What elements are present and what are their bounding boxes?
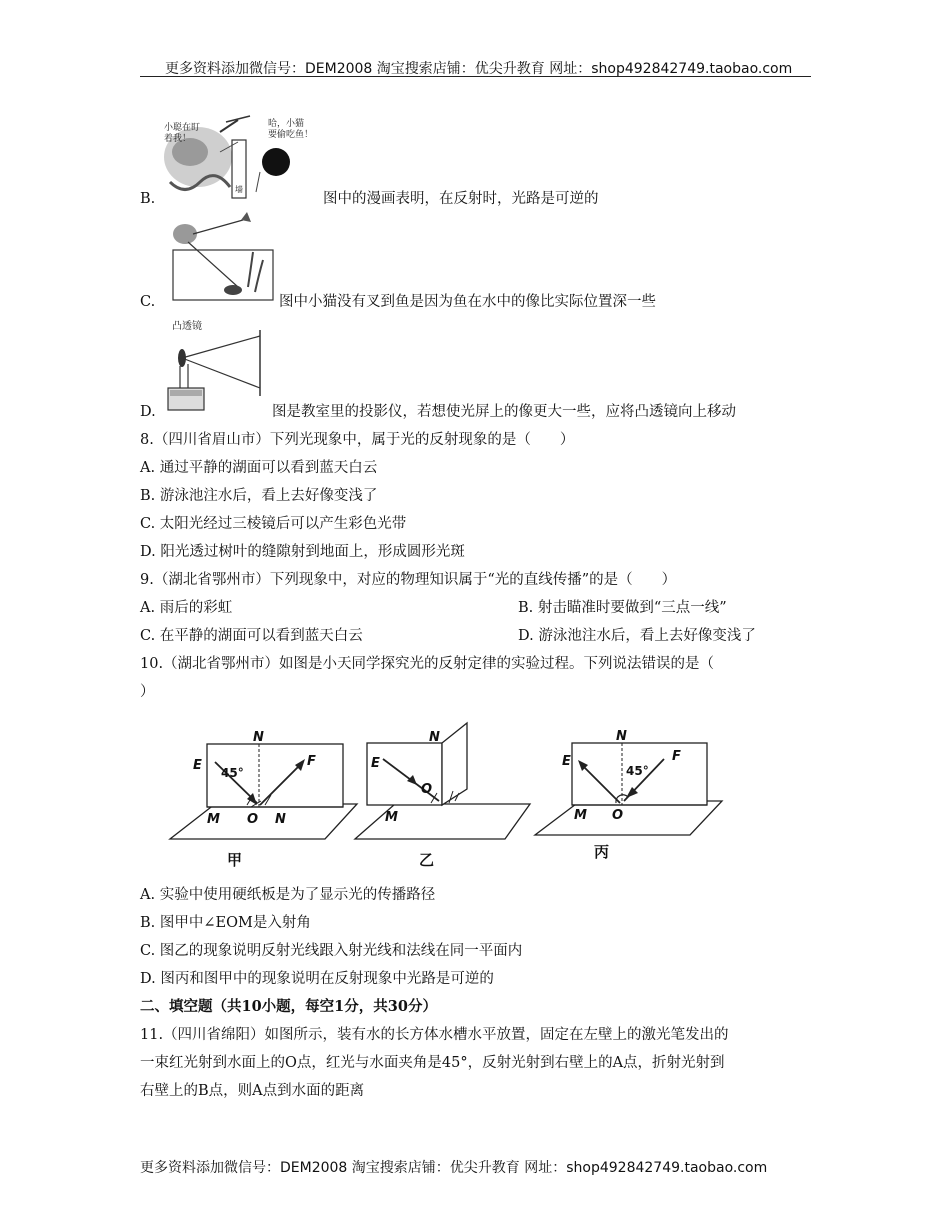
bing-angle: 45° — [626, 764, 649, 778]
svg-text:要偷吃鱼！: 要偷吃鱼！ — [268, 130, 314, 140]
q9-option-a: A. 雨后的彩虹 — [140, 600, 233, 616]
q10-stem-end: ） — [140, 684, 155, 700]
jia-angle: 45° — [221, 766, 244, 780]
q7-option-d-text: 图是教室里的投影仪，若想使光屏上的像更大一些，应将凸透镜向上移动 — [272, 404, 736, 420]
q10-option-a: A. 实验中使用硬纸板是为了显示光的传播路径 — [140, 887, 436, 903]
q7-option-c-text: 图中小猫没有叉到鱼是因为鱼在水中的像比实际位置深一些 — [279, 294, 656, 310]
page-header: 更多资料添加微信号：DEM2008 淘宝搜索店铺：优尖升教育 网址：shop492842749.taobao.com — [165, 61, 793, 77]
jia-N: N — [253, 730, 264, 745]
q8-option-b: B. 游泳池注水后，看上去好像变浅了 — [140, 488, 378, 504]
q8-stem: 8.（四川省眉山市）下列光现象中，属于光的反射现象的是（ ） — [140, 432, 575, 448]
bing-O: O — [612, 808, 624, 823]
bing-N: N — [616, 729, 627, 744]
q9-option-d: D. 游泳池注水后，看上去好像变浅了 — [518, 628, 756, 644]
yi-E: E — [371, 756, 380, 771]
q7-option-b-letter: B. — [140, 191, 156, 207]
bing-E: E — [562, 754, 571, 769]
yi-caption: 乙 — [419, 851, 435, 869]
q11-line3: 右壁上的B点，则A点到水面的距离 — [140, 1083, 365, 1099]
q8-option-d: D. 阳光透过树叶的缝隙射到地面上，形成圆形光斑 — [140, 544, 465, 560]
figure-jia — [165, 727, 365, 872]
header-divider — [140, 76, 811, 77]
comic-cat-fish-image — [160, 112, 320, 204]
q11-line2: 一束红光射到水面上的O点，红光与水面夹角是45°，反射光射到右壁上的A点，折射光射到 — [140, 1055, 725, 1071]
svg-text:着我！: 着我！ — [164, 134, 192, 144]
projector-lens-label: 凸透镜 — [172, 321, 202, 332]
jia-N2: N — [275, 812, 286, 827]
bing-caption: 丙 — [594, 843, 610, 861]
q11-line1: 11.（四川省绵阳）如图所示，装有水的长方体水槽水平放置，固定在左壁上的激光笔发出的 — [140, 1027, 729, 1043]
q9-option-b: B. 射击瞄准时要做到“三点一线” — [518, 600, 727, 616]
cat-fishing-image — [163, 212, 278, 304]
yi-M: M — [385, 810, 398, 825]
page-footer: 更多资料添加微信号：DEM2008 淘宝搜索店铺：优尖升教育 网址：shop492842749.taobao.com — [140, 1160, 768, 1176]
yi-O: O — [421, 782, 433, 797]
figure-bing — [530, 727, 730, 867]
q10-option-d: D. 图丙和图甲中的现象说明在反射现象中光路是可逆的 — [140, 971, 494, 987]
q8-option-c: C. 太阳光经过三棱镜后可以产生彩色光带 — [140, 516, 407, 532]
q7-option-c-letter: C. — [140, 294, 156, 310]
jia-M: M — [207, 812, 220, 827]
jia-caption: 甲 — [227, 851, 243, 869]
jia-O: O — [247, 812, 259, 827]
section-title: 二、填空题（共10小题，每空1分，共30分） — [140, 998, 437, 1015]
q10-stem: 10.（湖北省鄂州市）如图是小天同学探究光的反射定律的实验过程。下列说法错误的是（ — [140, 656, 715, 672]
comic-right-bubble: 哈，小猫 — [268, 119, 305, 129]
q8-option-a: A. 通过平静的湖面可以看到蓝天白云 — [140, 460, 378, 476]
q9-stem: 9.（湖北省鄂州市）下列现象中，对应的物理知识属于“光的直线传播”的是（ ） — [140, 572, 677, 588]
comic-left-bubble: 小聪在盯 — [164, 123, 201, 133]
jia-E: E — [193, 758, 202, 773]
q7-option-b-text: 图中的漫画表明，在反射时，光路是可逆的 — [323, 191, 599, 207]
q10-option-c: C. 图乙的现象说明反射光线跟入射光线和法线在同一平面内 — [140, 943, 523, 959]
q10-option-b: B. 图甲中∠EOM是入射角 — [140, 915, 311, 931]
jia-F: F — [307, 754, 316, 769]
bing-M: M — [574, 808, 587, 823]
projector-image — [160, 318, 270, 416]
q7-option-d-letter: D. — [140, 404, 156, 420]
yi-N: N — [429, 730, 440, 745]
comic-wall-label: 墙 — [235, 185, 243, 194]
q9-option-c: C. 在平静的湖面可以看到蓝天白云 — [140, 628, 363, 644]
figure-yi — [355, 719, 545, 869]
bing-F: F — [672, 749, 681, 764]
